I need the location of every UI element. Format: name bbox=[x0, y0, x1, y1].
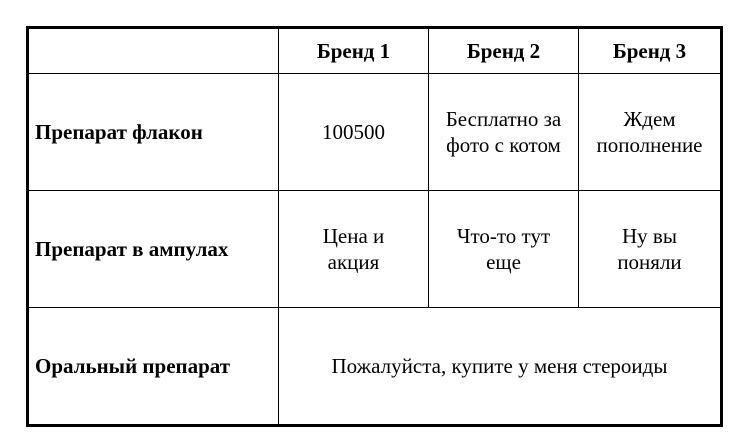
cell-vial-brand-2: Бесплатно за фото с котом bbox=[429, 74, 579, 191]
merged-cell-oral: Пожалуйста, купите у меня стероиды bbox=[279, 308, 722, 426]
cell-ampoules-brand-2: Что-то тут еще bbox=[429, 191, 579, 308]
table-row-vial bbox=[28, 74, 722, 191]
row-header-vial: Препарат флакон bbox=[28, 74, 279, 191]
column-header-brand-1: Бренд 1 bbox=[279, 28, 429, 74]
row-header-oral: Оральный препарат bbox=[28, 308, 279, 426]
column-header-brand-3: Бренд 3 bbox=[579, 28, 722, 74]
table-row-oral bbox=[28, 308, 722, 426]
column-header-brand-2: Бренд 2 bbox=[429, 28, 579, 74]
cell-vial-brand-3: Ждем пополнение bbox=[579, 74, 722, 191]
row-header-ampoules: Препарат в ампулах bbox=[28, 191, 279, 308]
header-row bbox=[28, 28, 722, 74]
cell-vial-brand-1: 100500 bbox=[279, 74, 429, 191]
table-row-ampoules bbox=[28, 191, 722, 308]
cell-ampoules-brand-3: Ну вы поняли bbox=[579, 191, 722, 308]
comparison-table bbox=[26, 26, 723, 427]
corner-cell bbox=[28, 28, 279, 74]
cell-ampoules-brand-1: Цена и акция bbox=[279, 191, 429, 308]
